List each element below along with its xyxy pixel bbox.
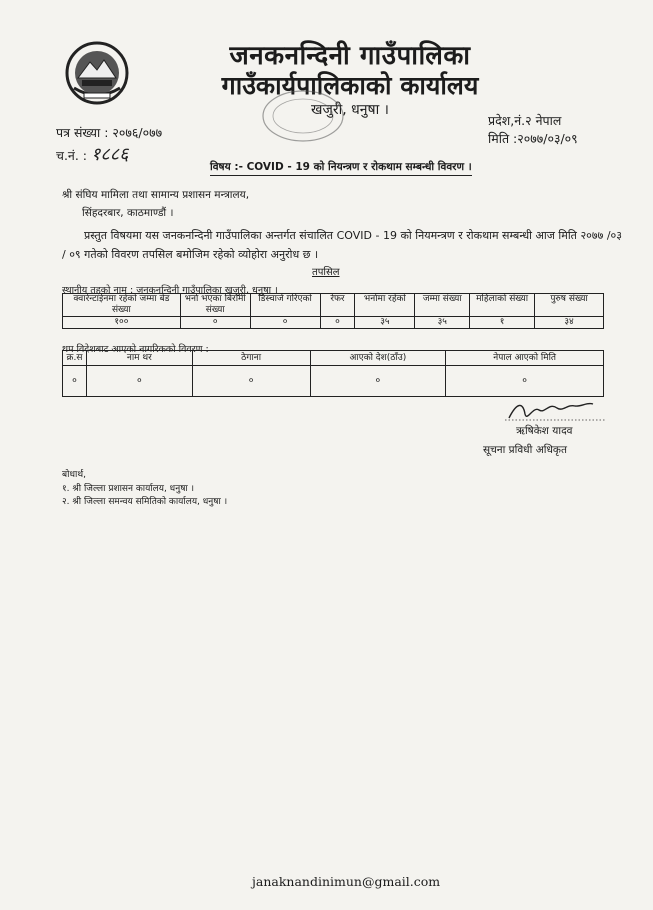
table-cell: ० xyxy=(310,366,446,397)
table-cell: १०० xyxy=(63,317,181,329)
table-cell: ० xyxy=(180,317,250,329)
table-header-cell: क्र.स xyxy=(63,351,87,366)
local-body-name: स्थानीय तहको नाम : जनकनन्दिनी गाउँपालिका खजुरी, धनुषा । xyxy=(62,285,278,296)
foreign-returnee-table xyxy=(62,350,604,397)
dispatch-value: १८८६ xyxy=(91,144,129,165)
letter-date: मिति :२०७७/०३/०९ xyxy=(488,131,578,146)
table-header-cell: आएको देश(ठाँउ) xyxy=(310,351,446,366)
cc-item: २. श्री जिल्ला समन्वय समितिको कार्यालय, धनुषा । xyxy=(62,497,228,507)
covid-summary-table xyxy=(62,293,604,329)
table-cell: ० xyxy=(446,366,604,397)
foreign-returnee-label: थप विदेशबाट आएको नागरिकको विवरण : xyxy=(62,344,209,355)
table-header-cell: जम्मा संख्या xyxy=(415,294,470,317)
table-cell: ३५ xyxy=(415,317,470,329)
table-cell: ० xyxy=(63,366,87,397)
table-header-row xyxy=(63,351,604,366)
province-line: प्रदेश,नं.२ नेपाल xyxy=(488,113,562,128)
footer-email: janaknandinimun@gmail.com xyxy=(252,874,441,889)
office-address: खजुरी, धनुषा । xyxy=(311,102,389,118)
table-header-cell: क्वारेन्टाईनमा रहेको जम्मा बेड संख्या xyxy=(63,294,181,317)
cc-label: बोधार्थ, xyxy=(62,470,86,480)
table-header-cell: ठेगाना xyxy=(192,351,310,366)
table-row xyxy=(63,317,604,329)
body-paragraph: प्रस्तुत विषयमा यस जनकनन्दिनी गाउँपालिका अन्तर्गत संचालित COVID - 19 को नियमन्त्रण र रोकथाम सम्बन्धी आज मिति २०७७ /०३ / ०९ गतेको विवरण तपसिल बमोजिम रहेको व्योहोरा अनुरोध छ । xyxy=(62,229,622,261)
addressee-line-1: श्री संघिय मामिला तथा सामान्य प्रशासन मन्त्रालय, xyxy=(62,189,250,201)
table-cell: ० xyxy=(86,366,192,397)
table-cell: ० xyxy=(192,366,310,397)
table-header-cell: भर्ना भएका बिरामी संख्या xyxy=(180,294,250,317)
table-cell: ३५ xyxy=(355,317,415,329)
table-cell: ० xyxy=(250,317,320,329)
office-stamp-icon xyxy=(260,88,346,144)
dispatch-label: च.नं. : xyxy=(56,148,88,163)
subject-line: विषय :- COVID - 19 को नियन्त्रण र रोकथाम सम्बन्धी विवरण । xyxy=(210,160,472,176)
table-cell: ३४ xyxy=(535,317,604,329)
dispatch-number xyxy=(56,142,128,166)
signatory-title: सूचना प्रविधी अधिकृत xyxy=(483,444,567,456)
table-header-cell: भर्नामा रहेको xyxy=(355,294,415,317)
tapsil-heading: तपसिल xyxy=(312,267,340,278)
table-header-cell: रेफर xyxy=(320,294,355,317)
table-header-row xyxy=(63,294,604,317)
table-header-cell: डिस्चार्ज गरिएको xyxy=(250,294,320,317)
table-header-cell: नेपाल आएको मिति xyxy=(446,351,604,366)
table-cell: १ xyxy=(470,317,535,329)
cc-item: १. श्री जिल्ला प्रशासन कार्यालय, धनुषा । xyxy=(62,484,195,494)
table-header-cell: नाम थर xyxy=(86,351,192,366)
signatory-name: ऋषिकेश यादव xyxy=(516,425,573,437)
table-header-cell: महिलाको संख्या xyxy=(470,294,535,317)
addressee-line-2: सिंहदरबार, काठमाण्डौं । xyxy=(82,207,174,219)
office-name: जनकनन्दिनी गाउँपालिका xyxy=(229,41,471,71)
reference-number: पत्र संख्या : २०७६/०७७ xyxy=(56,125,163,140)
table-cell: ० xyxy=(320,317,355,329)
table-header-cell: पुरुष संख्या xyxy=(535,294,604,317)
office-title: गाउँकार्यपालिकाको कार्यालय xyxy=(221,71,479,100)
signature-icon xyxy=(505,398,605,424)
table-row xyxy=(63,366,604,397)
nepal-emblem-icon xyxy=(64,40,130,106)
